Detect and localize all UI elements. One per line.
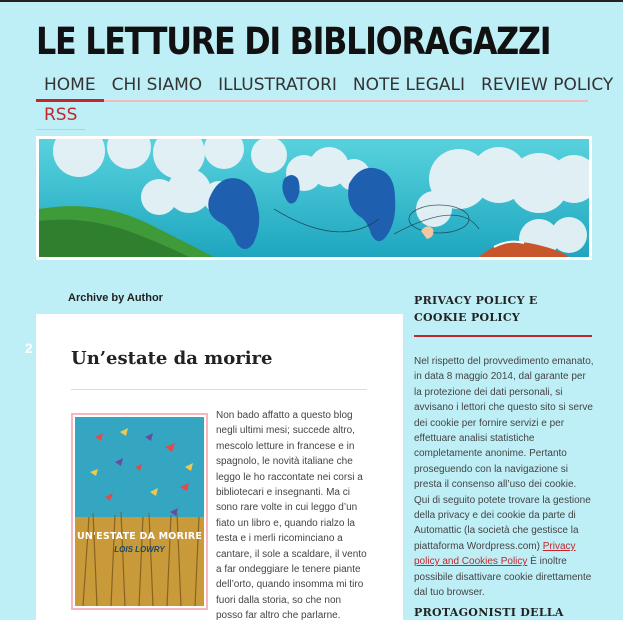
- nav-item-home[interactable]: HOME: [36, 72, 104, 102]
- privacy-policy-link[interactable]: Privacy policy and Cookies Policy: [414, 540, 576, 568]
- nav-row-1: [36, 72, 614, 102]
- privacy-text-before: Nel rispetto del provvedimento emanato, in data 8 maggio 2014, dal garante per la protezione dei dati personali, si avvisano i lettori che questo sito si serve dei cookie per fornire servizi e per effettuare analisi statistiche completamente anonime. Pertanto proseguendo con la navigazione si presta il consenso all’uso dei cookie. Qui di seguito potete trovare la gestione della privacy e dei cookie da parte di Automattic (la società che gestisce la piattaforma Wordpress.com): [414, 356, 594, 552]
- book-cover-title: UN'ESTATE DA MORIRE: [76, 531, 203, 542]
- sidebar-second-widget: [414, 604, 594, 620]
- book-cover-image[interactable]: [71, 413, 208, 610]
- post-excerpt: Non bado affatto a questo blog negli ultimi mesi; succede altro, mescolo letture in francese e in spagnolo, le novità italiane che leggo le ho raccontate nei corsi a bibliotecari e insegnanti. Ma ci sono rare volte in cui leggo d’un fiato un libro e, quando rialzo la testa e i merli ricominciano a cantare, il sole a scaldare, il vento a far ondeggiare le tenere piante dell’orto, quando insomma mi tiro fuori dalla storia, so che non posso far altro che parlarne.: [216, 410, 367, 620]
- archive-title: Archive by Author: [68, 292, 163, 304]
- post-date-day: 2: [25, 340, 33, 356]
- nav-row-2: [36, 102, 588, 130]
- second-widget-title: PROTAGONISTI DELLA: [414, 606, 564, 619]
- privacy-widget-text: [414, 354, 594, 601]
- privacy-text-after: È inoltre possibile disattivare cookie direttamente dal tuo browser.: [414, 556, 592, 599]
- sidebar-privacy-widget: [414, 292, 594, 601]
- nav-item-rss[interactable]: RSS: [36, 102, 85, 130]
- main-navigation: [36, 72, 614, 130]
- nav-item-note-legali[interactable]: NOTE LEGALI: [352, 75, 466, 95]
- nav-item-review-policy[interactable]: REVIEW POLICY: [481, 75, 614, 95]
- privacy-widget-separator: [414, 335, 592, 337]
- book-cover-art: [75, 417, 204, 606]
- book-cover-author: LOIS LOWRY: [114, 545, 165, 554]
- post-title-separator: [71, 389, 367, 390]
- privacy-widget-title: PRIVACY POLICY E COOKIE POLICY: [414, 294, 538, 324]
- nav-item-chi-siamo[interactable]: CHI SIAMO: [111, 75, 203, 95]
- header-banner-image[interactable]: [36, 136, 592, 260]
- post-date-badge: [25, 340, 39, 368]
- nav-item-illustratori[interactable]: ILLUSTRATORI: [218, 75, 337, 95]
- post-title-link[interactable]: Un’estate da morire: [71, 348, 273, 369]
- top-border: [0, 0, 623, 2]
- site-title[interactable]: LE LETTURE DI BIBLIORAGAZZI: [36, 20, 551, 63]
